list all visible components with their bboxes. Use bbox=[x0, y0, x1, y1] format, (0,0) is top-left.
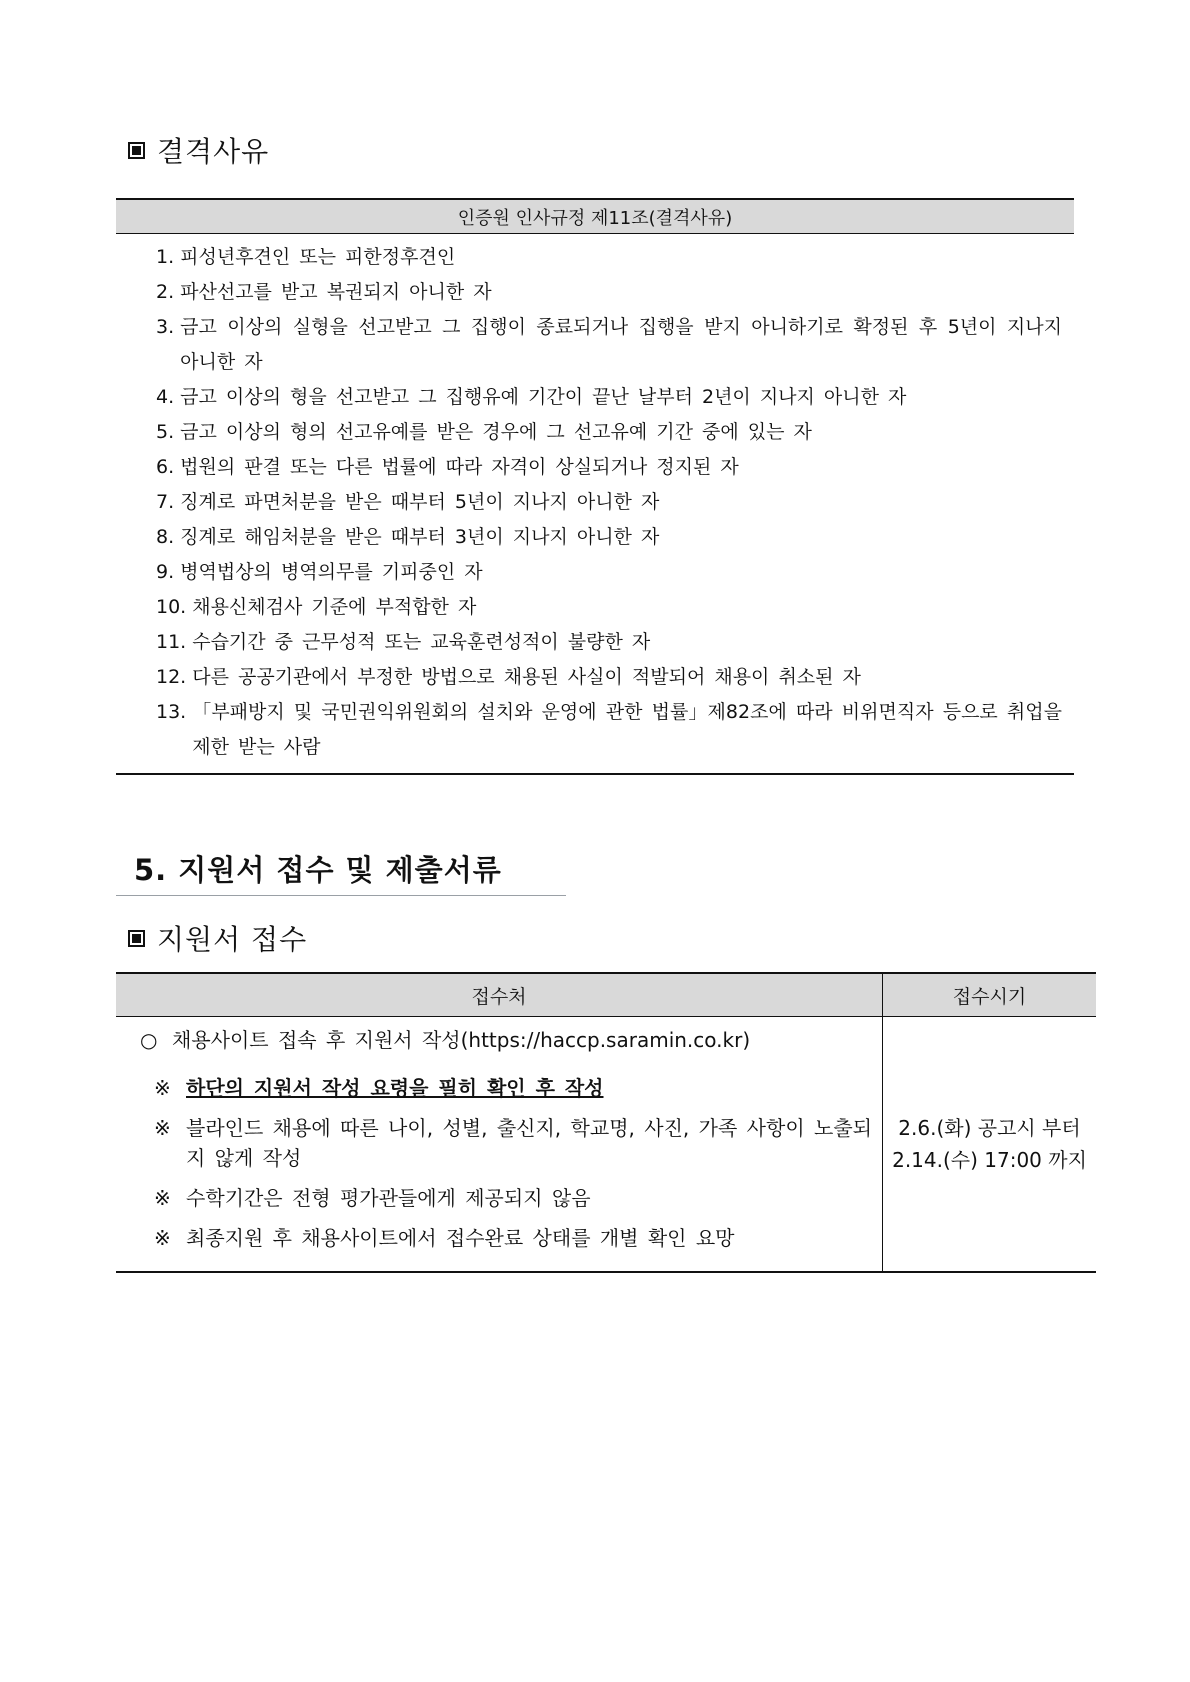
list-item: 4. 금고 이상의 형을 선고받고 그 집행유예 기간이 끝난 날부터 2년이 지나지 아니한 자 bbox=[156, 386, 907, 408]
column-header-where: 접수처 bbox=[116, 973, 883, 1017]
note-item bbox=[140, 1183, 872, 1213]
note-item bbox=[140, 1223, 872, 1253]
note-text: 하단의 지원서 작성 요령을 필히 확인 후 작성 bbox=[186, 1076, 604, 1100]
disqualification-table-header: 인증원 인사규정 제11조(결격사유) bbox=[116, 199, 1074, 234]
section5-title: 5. 지원서 접수 및 제출서류 bbox=[116, 848, 566, 896]
note-item bbox=[140, 1073, 872, 1103]
disqualification-table bbox=[116, 198, 1074, 775]
list-item: 1. 피성년후견인 또는 피한정후견인 bbox=[156, 246, 456, 268]
note-item bbox=[140, 1113, 872, 1173]
list-item: 12. 다른 공공기관에서 부정한 방법으로 채용된 사실이 적발되어 채용이 취소된 자 bbox=[156, 666, 861, 688]
application-site-text: 채용사이트 접속 후 지원서 작성(https://haccp.saramin.co.kr) bbox=[172, 1028, 751, 1052]
application-where-cell bbox=[116, 1017, 883, 1273]
filled-square-icon bbox=[128, 930, 145, 947]
disqualification-list bbox=[156, 240, 1062, 765]
list-item: 3. 금고 이상의 실형을 선고받고 그 집행이 종료되거나 집행을 받지 아니하기로 확정된 후 5년이 지나지 아니한 자 bbox=[156, 316, 1062, 373]
reference-mark-icon: ※ bbox=[154, 1076, 171, 1100]
list-item: 7. 징계로 파면처분을 받은 때부터 5년이 지나지 아니한 자 bbox=[156, 491, 660, 513]
reference-mark-icon: ※ bbox=[154, 1186, 171, 1210]
application-heading-text: 지원서 접수 bbox=[157, 923, 308, 956]
list-item: 11. 수습기간 중 근무성적 또는 교육훈련성적이 불량한 자 bbox=[156, 631, 651, 653]
list-item: 5. 금고 이상의 형의 선고유예를 받은 경우에 그 선고유예 기간 중에 있는 자 bbox=[156, 421, 812, 443]
column-header-when: 접수시기 bbox=[883, 973, 1097, 1017]
list-item: 6. 법원의 판결 또는 다른 법률에 따라 자격이 상실되거나 정지된 자 bbox=[156, 456, 739, 478]
application-table bbox=[116, 972, 1096, 1273]
application-main-line bbox=[140, 1025, 872, 1055]
note-text: 블라인드 채용에 따른 나이, 성별, 출신지, 학교명, 사진, 가족 사항이 노출되지 않게 작성 bbox=[186, 1116, 872, 1170]
disqualification-list-cell bbox=[116, 234, 1074, 775]
disqualification-heading bbox=[128, 130, 269, 170]
circle-bullet-icon: ○ bbox=[140, 1028, 158, 1052]
period-end: 2.14.(수) 17:00 까지 bbox=[892, 1148, 1087, 1172]
disqualification-heading-text: 결격사유 bbox=[157, 135, 270, 168]
application-heading bbox=[128, 918, 307, 958]
list-item: 8. 징계로 해임처분을 받은 때부터 3년이 지나지 아니한 자 bbox=[156, 526, 660, 548]
filled-square-icon bbox=[128, 142, 145, 159]
note-text: 수학기간은 전형 평가관들에게 제공되지 않음 bbox=[186, 1186, 591, 1210]
list-item: 2. 파산선고를 받고 복권되지 아니한 자 bbox=[156, 281, 492, 303]
list-item: 10. 채용신체검사 기준에 부적합한 자 bbox=[156, 596, 477, 618]
reference-mark-icon: ※ bbox=[154, 1226, 171, 1250]
list-item: 13. 「부패방지 및 국민권익위원회의 설치와 운영에 관한 법률」제82조에 따라 비위면직자 등으로 취업을 제한 받는 사람 bbox=[156, 701, 1062, 758]
reference-mark-icon: ※ bbox=[154, 1116, 171, 1140]
note-text: 최종지원 후 채용사이트에서 접수완료 상태를 개별 확인 요망 bbox=[186, 1226, 735, 1250]
period-start: 2.6.(화) 공고시 부터 bbox=[898, 1116, 1081, 1140]
list-item: 9. 병역법상의 병역의무를 기피중인 자 bbox=[156, 561, 483, 583]
application-period-cell bbox=[883, 1017, 1097, 1273]
